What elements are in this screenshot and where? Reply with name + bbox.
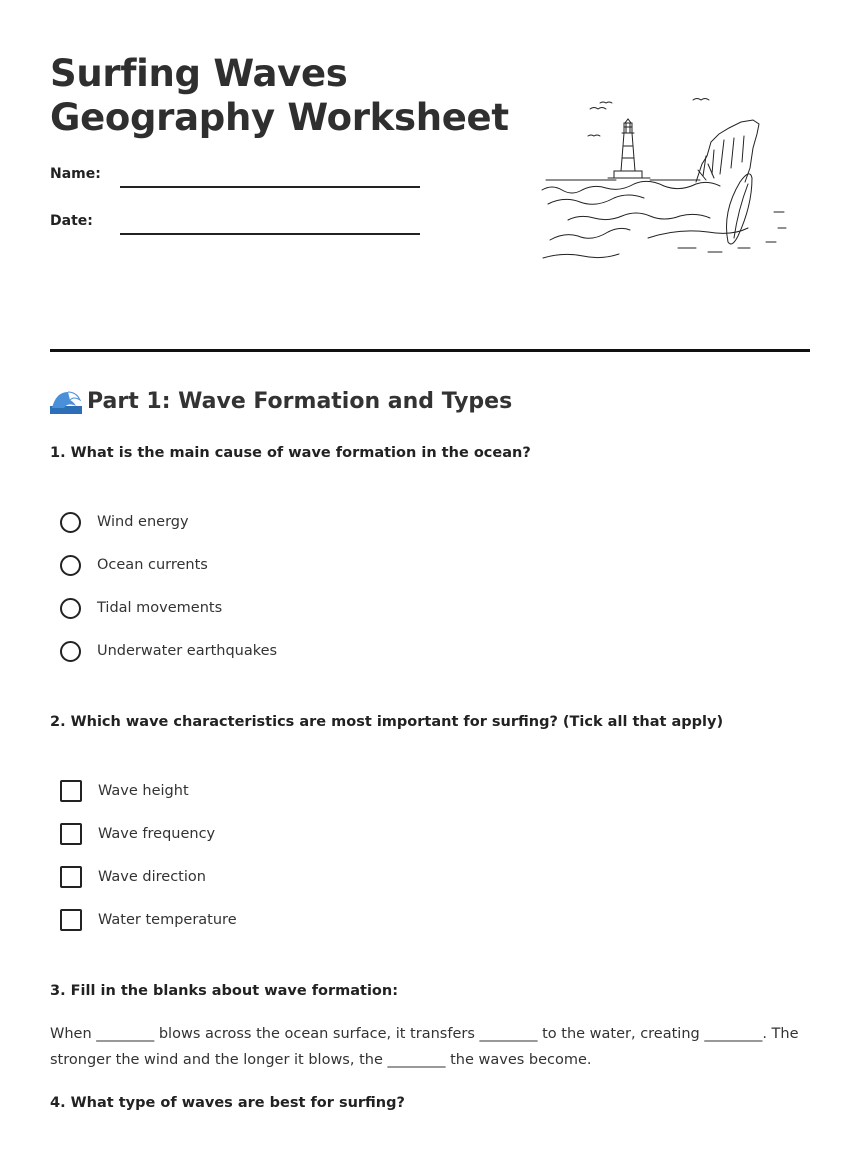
water-wave-icon: [50, 388, 82, 414]
part1-heading: [50, 388, 512, 414]
date-field[interactable]: [50, 213, 430, 243]
question-3: 3. Fill in the blanks about wave formation:: [50, 983, 399, 999]
option-label: Water temperature: [98, 912, 237, 928]
date-underline[interactable]: [120, 233, 420, 235]
title-line-1: Surfing Waves: [50, 52, 348, 95]
question-4: 4. What type of waves are best for surfing?: [50, 1095, 405, 1111]
option-label: Tidal movements: [97, 600, 223, 616]
fill-in-blanks-paragraph[interactable]: When ________ blows across the ocean surface, it transfers ________ to the water, creating ________. The stronger the wind and the longer it blows, the ________ the waves become.: [50, 1026, 799, 1068]
question-2: 2. Which wave characteristics are most important for surfing? (Tick all that apply): [50, 714, 724, 730]
radio-button[interactable]: [60, 512, 81, 533]
radio-button[interactable]: [60, 555, 81, 576]
checkbox[interactable]: [60, 823, 82, 845]
q2-option-wave-height[interactable]: [60, 778, 189, 804]
option-label: Wave height: [98, 783, 189, 799]
q2-option-water-temperature[interactable]: [60, 907, 237, 933]
q1-option-underwater-earthquakes[interactable]: [60, 638, 277, 664]
section-divider: [50, 349, 810, 352]
option-label: Ocean currents: [97, 557, 208, 573]
question-1: 1. What is the main cause of wave formation in the ocean?: [50, 445, 531, 461]
q2-option-wave-direction[interactable]: [60, 864, 206, 890]
checkbox[interactable]: [60, 866, 82, 888]
radio-button[interactable]: [60, 641, 81, 662]
option-label: Wind energy: [97, 514, 189, 530]
option-label: Wave frequency: [98, 826, 216, 842]
name-field[interactable]: [50, 166, 430, 196]
q1-option-ocean-currents[interactable]: [60, 552, 208, 578]
q1-option-tidal-movements[interactable]: [60, 595, 222, 621]
checkbox[interactable]: [60, 909, 82, 931]
radio-button[interactable]: [60, 598, 81, 619]
lighthouse-beach-surfboard-illustration: [538, 92, 798, 264]
part1-title: Part 1: Wave Formation and Types: [87, 388, 513, 414]
name-label: Name:: [50, 166, 101, 182]
option-label: Wave direction: [98, 869, 206, 885]
worksheet-title: [50, 52, 509, 140]
checkbox[interactable]: [60, 780, 82, 802]
date-label: Date:: [50, 213, 93, 229]
option-label: Underwater earthquakes: [97, 643, 278, 659]
name-underline[interactable]: [120, 186, 420, 188]
q1-option-wind-energy[interactable]: [60, 509, 189, 535]
q2-option-wave-frequency[interactable]: [60, 821, 215, 847]
title-line-2: Geography Worksheet: [50, 96, 509, 139]
